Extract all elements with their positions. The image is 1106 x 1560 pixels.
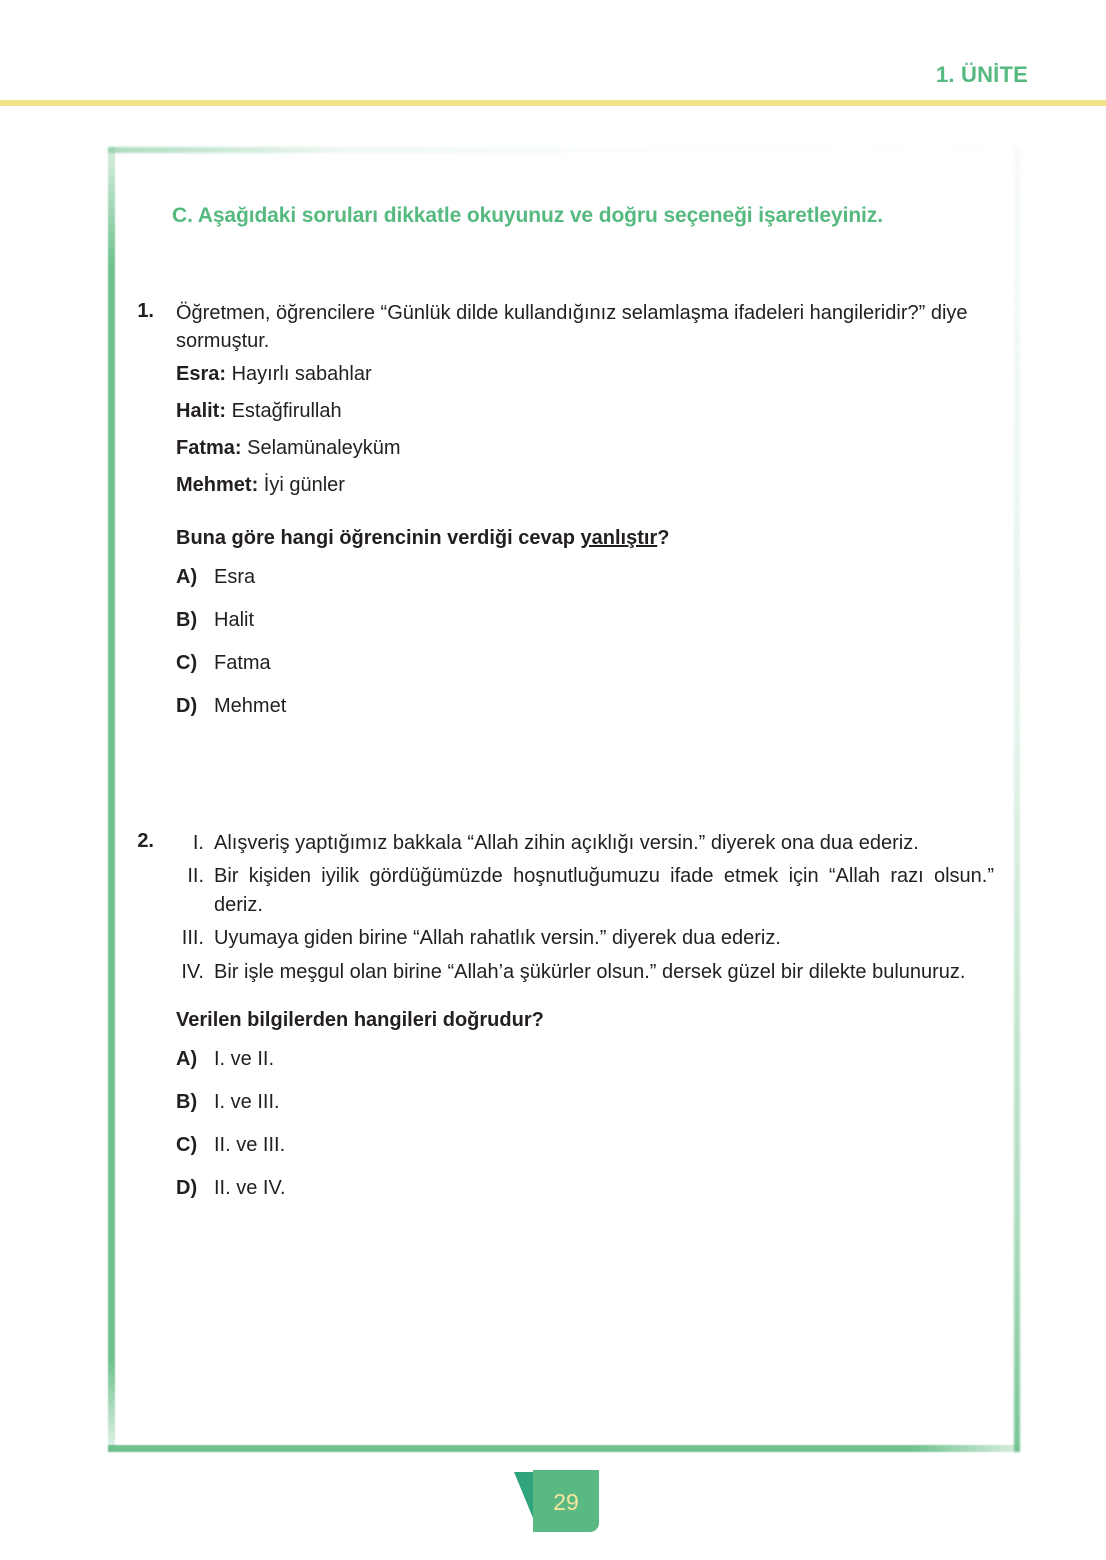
exercise-content-box	[108, 147, 1020, 1452]
question-1	[108, 299, 1020, 718]
option-c-letter: C)	[176, 1133, 198, 1156]
question-2-options	[176, 1048, 994, 1200]
option-a-text: Esra	[214, 565, 256, 588]
statement-label: I.	[192, 832, 204, 854]
question-1-options	[176, 566, 994, 718]
speaker-line	[176, 393, 994, 430]
option-a-letter: A)	[176, 1047, 198, 1070]
statement-text: Bir kişiden iyilik gördüğümüzde hoşnutluğumuzu ifade etmek için “Allah razı olsun.” deriz.	[214, 865, 994, 916]
statement-item	[176, 924, 994, 952]
speaker-text: İyi günler	[263, 473, 345, 496]
prompt-part-1: Buna göre hangi öğrencinin verdiği cevap	[176, 526, 581, 549]
section-heading: C. Aşağıdaki soruları dikkatle okuyunuz ve doğru seçeneği işaretleyiniz.	[172, 204, 883, 227]
question-1-body	[154, 299, 1020, 718]
statement-item	[176, 958, 994, 986]
option-b[interactable]	[176, 609, 994, 632]
speaker-text: Selamünaleyküm	[247, 436, 401, 459]
speaker-text: Estağfirullah	[231, 399, 342, 422]
option-b-text: Halit	[214, 608, 255, 631]
statement-label: II.	[187, 865, 204, 888]
option-b-letter: B)	[176, 608, 198, 631]
prompt-part-2: ?	[657, 526, 670, 549]
option-c-text: II. ve III.	[214, 1133, 286, 1156]
unit-label: 1. ÜNİTE	[935, 62, 1028, 87]
question-2-body	[154, 829, 1020, 1200]
option-d-letter: D)	[176, 694, 198, 717]
option-a-letter: A)	[176, 565, 198, 588]
option-c-text: Fatma	[214, 651, 271, 674]
prompt-underlined-word: yanlıştır	[580, 526, 658, 549]
question-1-prompt	[176, 524, 994, 552]
speaker-line	[176, 430, 994, 467]
statement-text: Alışveriş yaptığımız bakkala “Allah zihin açıklığı versin.” diyerek ona dua ederiz.	[214, 832, 919, 854]
page-header	[0, 0, 1106, 104]
page-number: 29	[553, 1488, 579, 1515]
option-c[interactable]	[176, 1134, 994, 1157]
option-d[interactable]	[176, 1177, 994, 1200]
statement-text: Uyumaya giden birine “Allah rahatlık versin.” diyerek dua ederiz.	[214, 927, 781, 950]
speaker-line	[176, 467, 994, 504]
question-2-number: 2.	[137, 830, 154, 852]
question-1-number: 1.	[137, 300, 154, 322]
statement-item	[176, 862, 994, 919]
option-a[interactable]	[176, 566, 994, 589]
option-d[interactable]	[176, 695, 994, 718]
question-1-stem: Öğretmen, öğrencilere “Günlük dilde kullandığınız selamlaşma ifadeleri hangileridir?” diye sormuştur.	[176, 302, 968, 353]
speaker-name: Mehmet:	[176, 473, 259, 496]
page-number-badge	[533, 1470, 599, 1532]
question-2-statement-list	[176, 829, 994, 986]
speaker-name: Halit:	[176, 399, 226, 422]
option-b-letter: B)	[176, 1090, 198, 1113]
option-a-text: I. ve II.	[214, 1047, 275, 1070]
speaker-name: Fatma:	[176, 436, 242, 459]
option-d-text: Mehmet	[214, 694, 287, 717]
badge-fold-shape	[514, 1472, 533, 1518]
speaker-line	[176, 356, 994, 393]
exercise-inner	[108, 147, 1020, 1452]
option-b-text: I. ve III.	[214, 1090, 280, 1113]
option-c-letter: C)	[176, 651, 198, 674]
statement-text: Bir işle meşgul olan birine “Allah’a şükürler olsun.” dersek güzel bir dilekte bulunuruz.	[214, 960, 966, 983]
speaker-text: Hayırlı sabahlar	[231, 362, 372, 385]
option-a[interactable]	[176, 1048, 994, 1071]
option-d-text: II. ve IV.	[214, 1176, 286, 1199]
statement-label: III.	[181, 927, 204, 950]
option-d-letter: D)	[176, 1176, 198, 1199]
question-2-prompt: Verilen bilgilerden hangileri doğrudur?	[176, 1008, 544, 1031]
statement-item	[176, 829, 994, 857]
option-b[interactable]	[176, 1091, 994, 1114]
statement-label: IV.	[181, 960, 204, 983]
question-2	[108, 829, 1020, 1200]
header-divider-rule	[0, 100, 1106, 106]
speaker-name: Esra:	[176, 362, 227, 385]
option-c[interactable]	[176, 652, 994, 675]
